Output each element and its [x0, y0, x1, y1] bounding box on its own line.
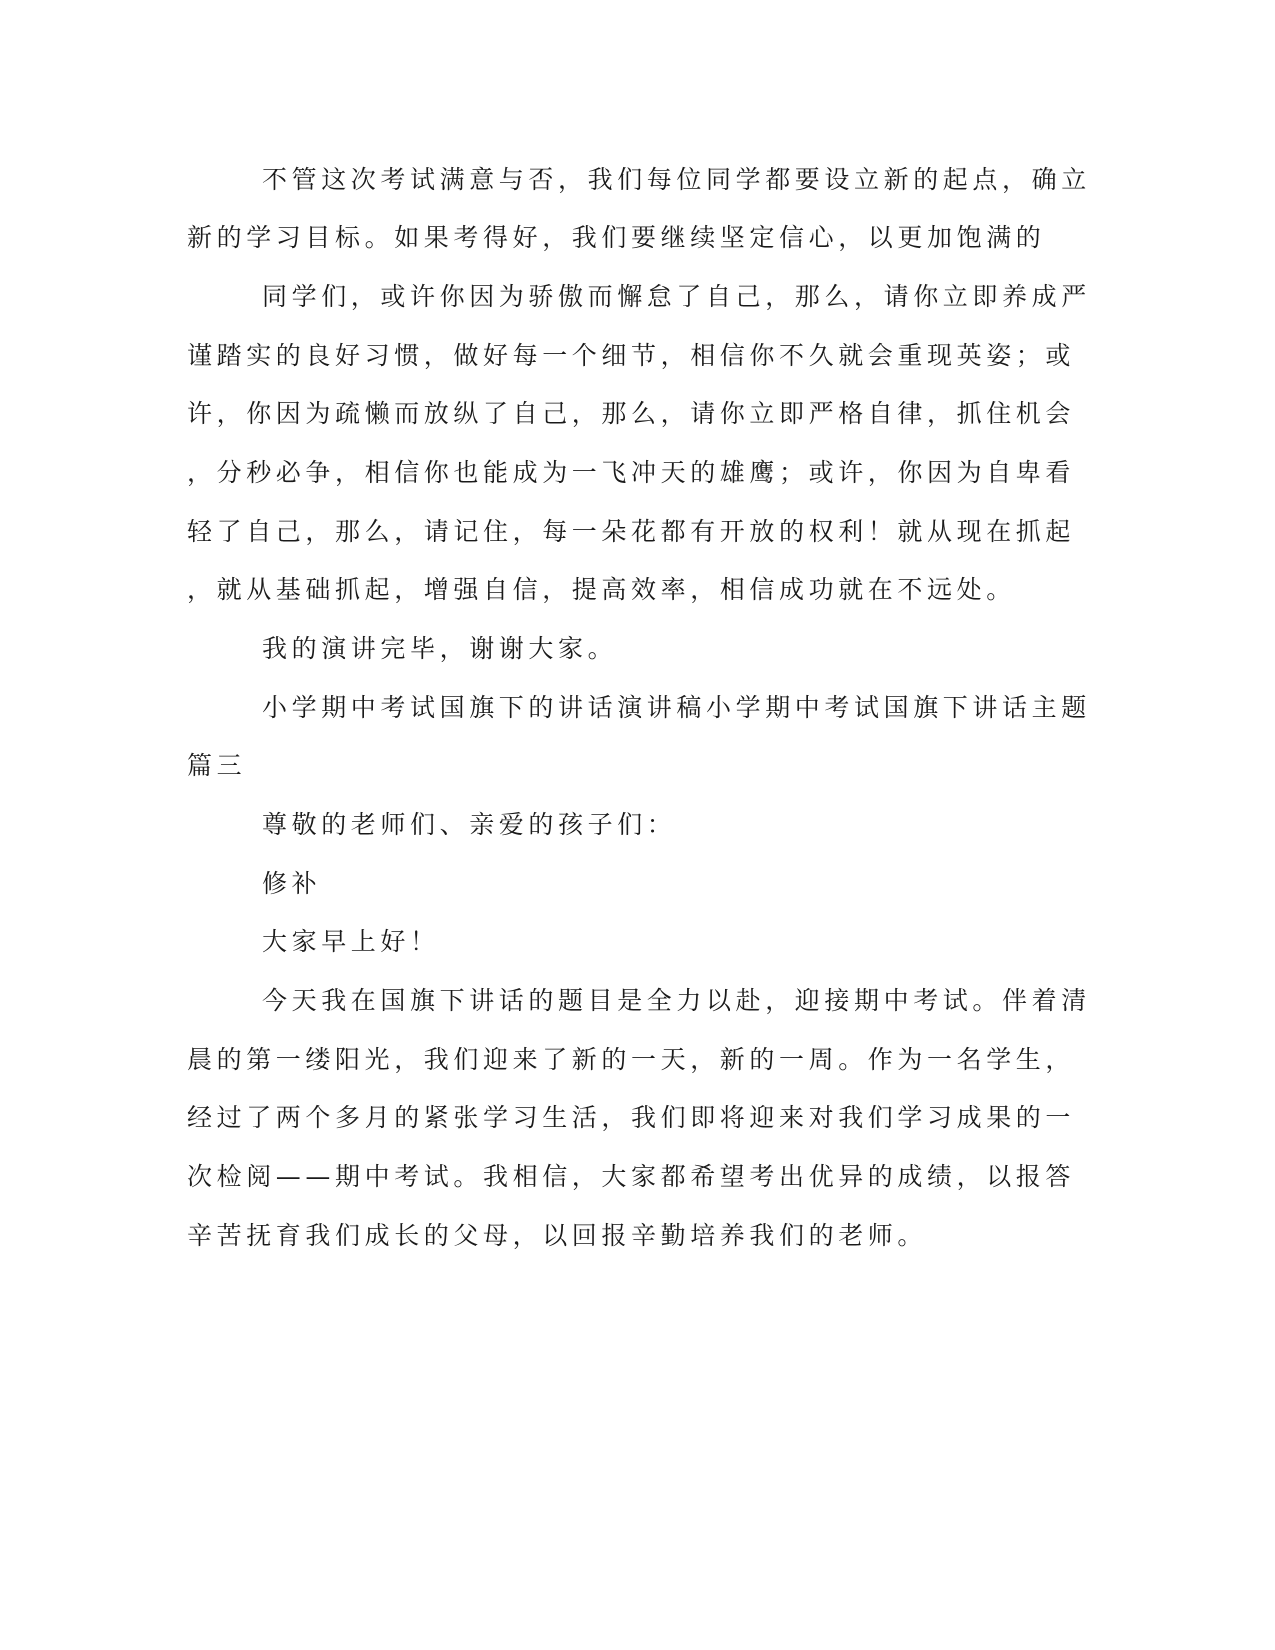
paragraph-line: ，就从基础抓起，增强自信，提高效率，相信成功就在不远处。	[187, 575, 1016, 604]
paragraph-line: 不管这次考试满意与否，我们每位同学都要设立新的起点，确立	[262, 165, 1091, 194]
paragraph-line: 轻了自己，那么，请记住，每一朵花都有开放的权利！就从现在抓起	[187, 517, 1076, 546]
paragraph-line: 经过了两个多月的紧张学习生活，我们即将迎来对我们学习成果的一	[187, 1103, 1076, 1132]
paragraph-line: 辛苦抚育我们成长的父母，以回报辛勤培养我们的老师。	[187, 1221, 928, 1250]
greeting: 大家早上好！	[262, 927, 440, 956]
paragraph-line: 今天我在国旗下讲话的题目是全力以赴，迎接期中考试。伴着清	[262, 986, 1091, 1015]
paragraph-line: 修补	[262, 869, 322, 898]
paragraph-line: ，分秒必争，相信你也能成为一飞冲天的雄鹰；或许，你因为自卑看	[187, 458, 1076, 487]
salutation: 尊敬的老师们、亲爱的孩子们：	[262, 810, 677, 839]
section-heading: 小学期中考试国旗下的讲话演讲稿小学期中考试国旗下讲话主题	[262, 693, 1091, 722]
paragraph-line: 许，你因为疏懒而放纵了自己，那么，请你立即严格自律，抓住机会	[187, 399, 1076, 428]
section-heading-continued: 篇三	[187, 751, 247, 780]
paragraph-line: 晨的第一缕阳光，我们迎来了新的一天，新的一周。作为一名学生，	[187, 1045, 1076, 1074]
paragraph-line: 次检阅——期中考试。我相信，大家都希望考出优异的成绩，以报答	[187, 1162, 1076, 1191]
paragraph-line: 新的学习目标。如果考得好，我们要继续坚定信心，以更加饱满的	[187, 223, 1046, 252]
paragraph-line: 同学们，或许你因为骄傲而懈怠了自己，那么，请你立即养成严	[262, 282, 1091, 311]
closing-line: 我的演讲完毕，谢谢大家。	[262, 634, 618, 663]
paragraph-line: 谨踏实的良好习惯，做好每一个细节，相信你不久就会重现英姿；或	[187, 341, 1076, 370]
